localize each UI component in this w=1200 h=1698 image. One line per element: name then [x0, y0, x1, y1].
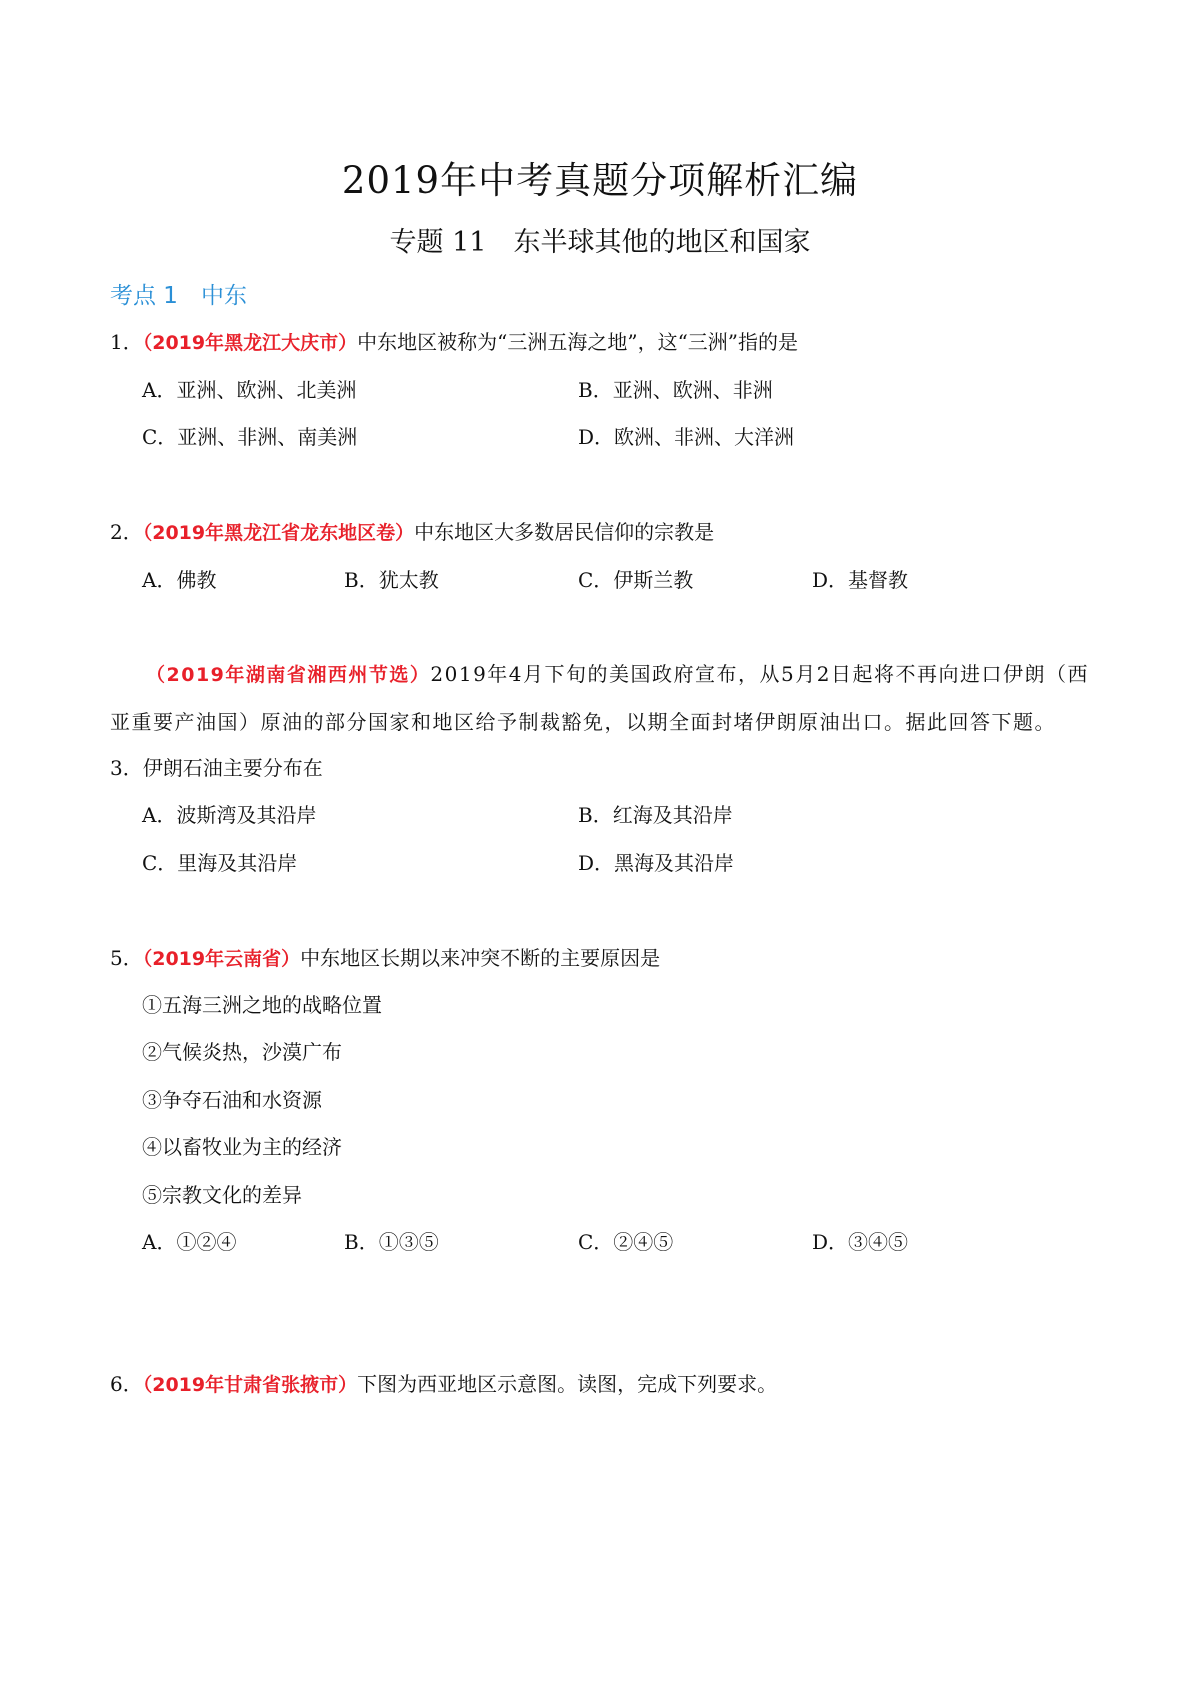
question-stem: 中东地区大多数居民信仰的宗教是 [414, 520, 715, 544]
question-stem: 中东地区被称为“三洲五海之地”，这“三洲”指的是 [357, 330, 799, 354]
question-stem: 伊朗石油主要分布在 [142, 756, 323, 780]
question-stem: 下图为西亚地区示意图。读图，完成下列要求。 [357, 1372, 778, 1396]
q5-option-b: B．①③⑤ [344, 1230, 439, 1254]
q2-option-a: A．佛教 [142, 568, 217, 592]
q5-option-d: D．③④⑤ [812, 1230, 909, 1254]
passage-text-1: 2019年4月下旬的美国政府宣布，从5月2日起将不再向进口伊朗（西 [430, 662, 1089, 686]
q3-option-c: C．里海及其沿岸 [142, 851, 298, 875]
question-3 [110, 754, 323, 782]
question-number: 1． [110, 330, 143, 354]
page-subtitle: 专题 11 东半球其他的地区和国家 [389, 227, 811, 258]
question-source: （2019年黑龙江大庆市） [142, 332, 358, 354]
q5-item-1: ①五海三洲之地的战略位置 [142, 993, 382, 1017]
q5-option-a: A．①②④ [142, 1230, 237, 1254]
question-number: 5． [110, 946, 143, 970]
q5-item-4: ④以畜牧业为主的经济 [142, 1135, 342, 1159]
q3-option-d: D．黑海及其沿岸 [578, 851, 735, 875]
q1-option-a: A．亚洲、欧洲、北美洲 [142, 378, 357, 402]
q5-item-2: ②气候炎热，沙漠广布 [142, 1040, 342, 1064]
q5-option-c: C．②④⑤ [578, 1230, 674, 1254]
q5-item-3: ③争夺石油和水资源 [142, 1088, 322, 1112]
q2-option-b: B．犹太教 [344, 568, 439, 592]
passage-source: （2019年湖南省湘西州节选） [146, 664, 431, 686]
question-6 [110, 1370, 777, 1399]
q3-option-a: A．波斯湾及其沿岸 [142, 803, 317, 827]
question-number: 3． [110, 756, 143, 780]
q2-option-c: C．伊斯兰教 [578, 568, 694, 592]
q3-option-b: B．红海及其沿岸 [578, 803, 733, 827]
q1-option-d: D．欧洲、非洲、大洋洲 [578, 425, 795, 449]
question-number: 6． [110, 1372, 143, 1396]
q5-item-5: ⑤宗教文化的差异 [142, 1183, 302, 1207]
question-1 [110, 328, 798, 357]
page-title: 2019年中考真题分项解析汇编 [341, 159, 859, 202]
q1-option-c: C．亚洲、非洲、南美洲 [142, 425, 358, 449]
question-stem: 中东地区长期以来冲突不断的主要原因是 [300, 946, 661, 970]
question-source: （2019年云南省） [142, 948, 301, 970]
passage-line-2: 亚重要产油国）原油的部分国家和地区给予制裁豁免，以期全面封堵伊朗原油出口。据此回答下题。 [110, 710, 1056, 734]
question-source: （2019年黑龙江省龙东地区卷） [142, 522, 415, 544]
section-heading: 考点 1 中东 [110, 283, 247, 309]
question-2 [110, 518, 714, 547]
passage-line-1 [146, 660, 1089, 689]
question-source: （2019年甘肃省张掖市） [142, 1374, 358, 1396]
question-number: 2． [110, 520, 143, 544]
question-5 [110, 944, 660, 973]
q1-option-b: B．亚洲、欧洲、非洲 [578, 378, 773, 402]
q2-option-d: D．基督教 [812, 568, 909, 592]
